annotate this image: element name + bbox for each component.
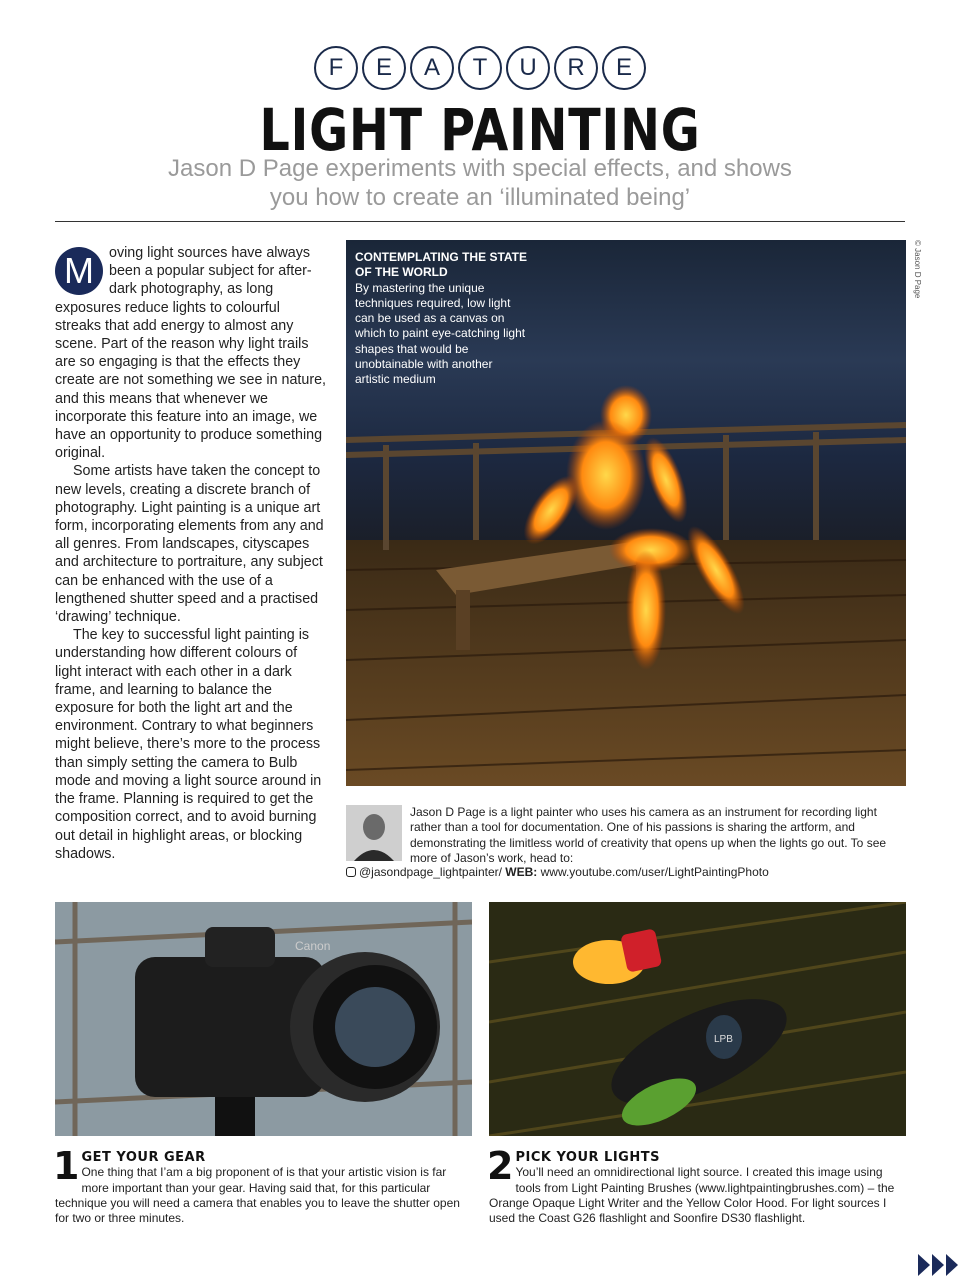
kicker-letter: T [458, 46, 502, 90]
paragraph-3: The key to successful light painting is understanding how different colours of light interact with each other in a dark frame, and learning to balance the exposure for both the light art and the environment. Contrary to what beginners might believe, there’s more to the process than simply setting the camera to Bulb mode and moving a light source around in the frame. Planning is required to get the composition correct, and to avoid burning out detail in highlight areas, or blocking shadows. [55, 627, 322, 862]
kicker-letter: U [506, 46, 550, 90]
bio-links [346, 865, 906, 879]
page-title: LIGHT PAINTING [259, 96, 701, 164]
author-portrait [346, 805, 402, 861]
camera-illustration [55, 902, 472, 1136]
bio-text: Jason D Page is a light painter who uses his camera as an instrument for recording light rather than a tool for documentation. One of his passions is sharing the artform, and demonstrating the limitless world of creativity that opens up when the lights go out. To see more of Jason’s work, head to: [410, 805, 887, 865]
step-1 [53, 1144, 475, 1226]
instagram-handle[interactable]: @jasondpage_lightpainter/ [359, 865, 502, 879]
hero-caption [355, 250, 530, 388]
step-number: 2 [487, 1144, 514, 1188]
step-title: PICK YOUR LIGHTS [515, 1150, 660, 1165]
header-divider [55, 221, 905, 222]
caption-title: CONTEMPLATING THE STATE OF THE WORLD [355, 250, 527, 280]
dropcap: M [55, 247, 103, 295]
kicker-letter: E [602, 46, 646, 90]
photo-credit-text: © Jason D Page [913, 240, 922, 299]
standfirst: Jason D Page experiments with special effects, and shows you how to create an ‘illuminated being’ [168, 155, 792, 211]
kicker-letter: E [362, 46, 406, 90]
next-page-arrows-icon[interactable] [918, 1252, 960, 1278]
web-label: WEB: [505, 865, 538, 879]
step-body: One thing that I’am a big proponent of is that your artistic vision is far more important than your gear. Having said that, for this particular technique you will need a camera that enables you to leave the shutter open for two or three minutes. [55, 1165, 460, 1226]
paragraph-1 [55, 244, 327, 462]
step-2 [487, 1144, 909, 1226]
flashlight-mark: LPB [714, 1034, 733, 1045]
lights-illustration [489, 902, 906, 1136]
caption-body: By mastering the unique techniques required, low light can be used as a canvas on which to paint eye-catching light shapes that would be unobtainable with another artistic medium [355, 280, 526, 387]
author-avatar [346, 805, 402, 861]
hero-photo [346, 240, 906, 786]
camera-photo [55, 902, 472, 1136]
web-link[interactable]: www.youtube.com/user/LightPaintingPhoto [540, 865, 769, 879]
feature-kicker [0, 46, 960, 90]
paragraph-1-text: oving light sources have always been a popular subject for after-dark photography, as long exposures reduce lights to colourful streaks that add energy to almost any scene. Part of the reason why light trails are so engaging is that the effects they create are not something we see in nature, and this means that whenever we incorporate this feature into an image, we have an opportunity to produce something original. [55, 245, 327, 462]
step-body: You’ll need an omnidirectional light source. I created this image using tools from Light Painting Brushes (www.lightpaintingbrushes.com) – the Orange Opaque Light Writer and the Yellow Color Hood. For light sources I used the Coast G26 flashlight and Soonfire DS30 flashlight. [489, 1165, 895, 1226]
photo-credit [910, 240, 926, 300]
kicker-letter: A [410, 46, 454, 90]
step-number: 1 [53, 1144, 80, 1188]
camera-brand: Canon [295, 939, 331, 953]
instagram-icon [346, 867, 356, 877]
lights-photo [489, 902, 906, 1136]
paragraph-2: Some artists have taken the concept to new levels, creating a discrete branch of photography. Light painting is a unique art form, incorporating elements from any and all genres. From landscapes, cityscapes and architecture to portraiture, any subject can be enhanced with the use of a lengthened shutter speed and a practised ‘drawing’ technique. [55, 463, 324, 626]
kicker-letter: F [314, 46, 358, 90]
kicker-letter: R [554, 46, 598, 90]
step-title: GET YOUR GEAR [81, 1150, 206, 1165]
article-body [55, 244, 327, 863]
